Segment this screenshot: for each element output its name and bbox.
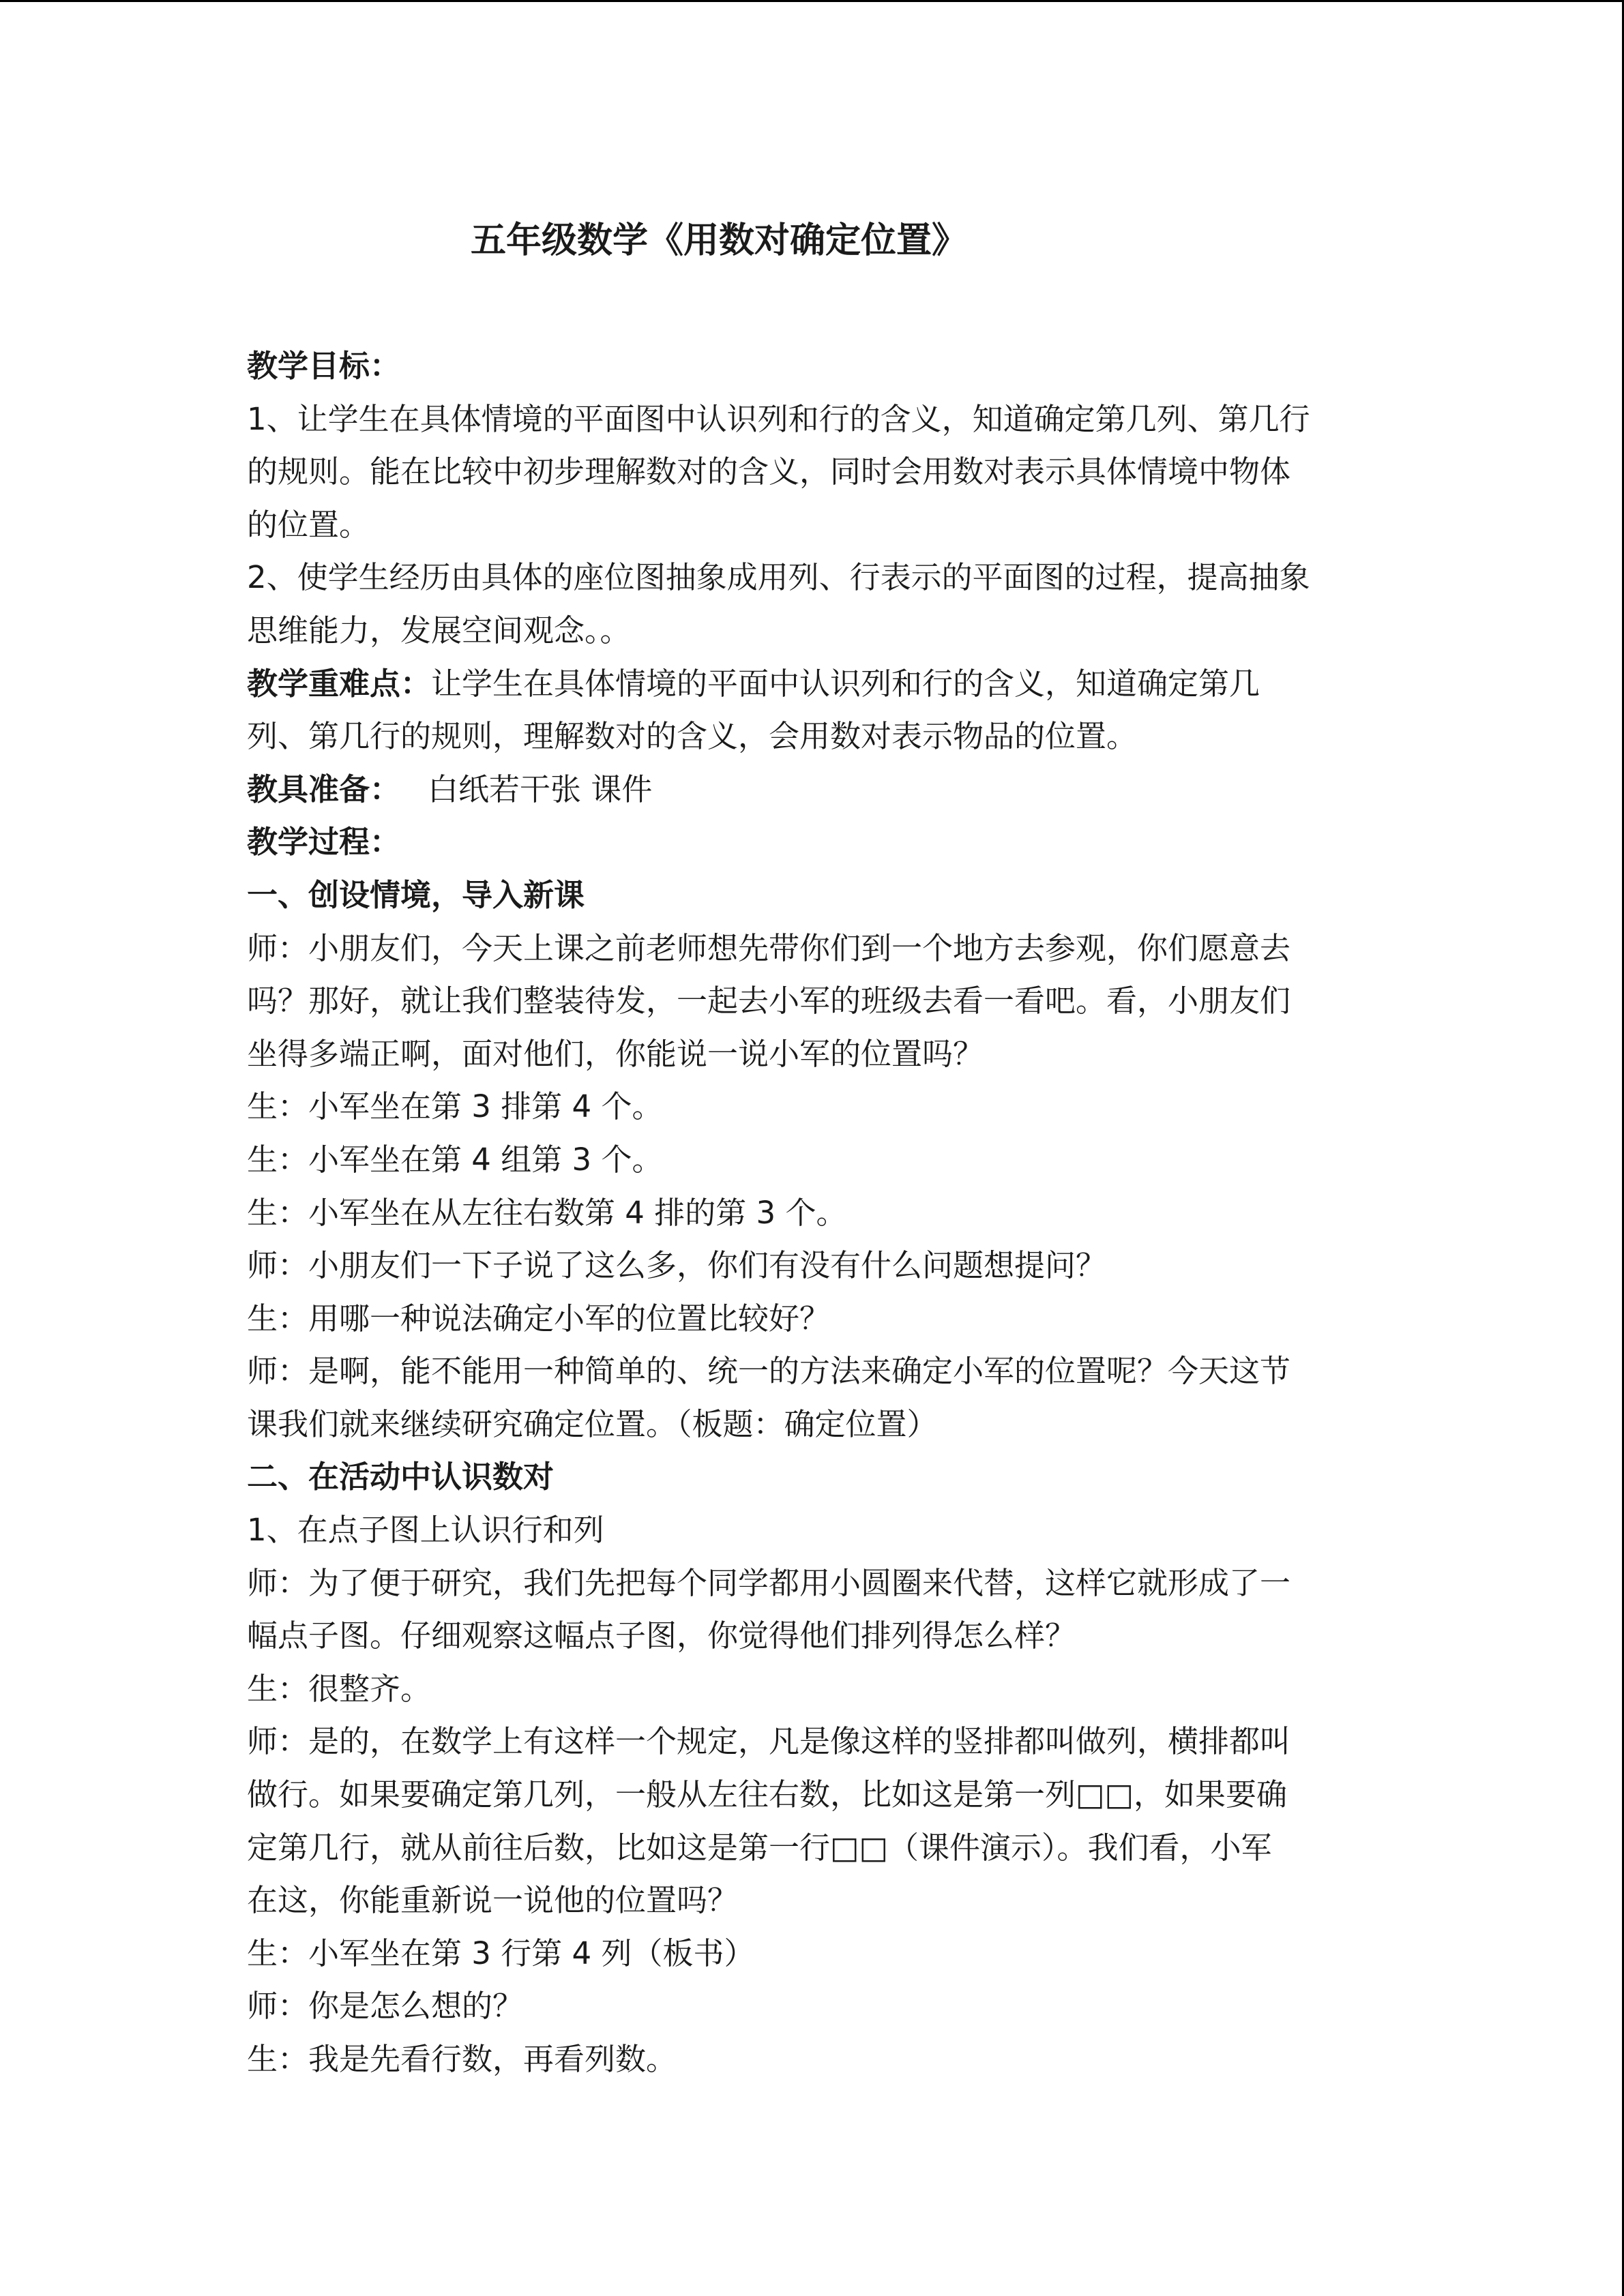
line-text: 师：为了便于研究，我们先把每个同学都用小圆圈来代替，这样它就形成了一: [247, 1564, 1291, 1601]
line-heading: 一、创设情境，导入新课: [247, 876, 585, 913]
page-border-top: [0, 0, 1624, 2]
line-heading: 教学目标：: [247, 348, 401, 384]
line-text: 让学生在具体情境的平面中认识列和行的含义，知道确定第几: [431, 665, 1260, 702]
text-line: [247, 393, 1379, 446]
line-text: 的位置。: [247, 506, 370, 543]
line-text: 生：很整齐。: [247, 1670, 432, 1707]
text-line: [247, 922, 1379, 975]
line-text: 生：小军坐在第 3 行第 4 列（板书）: [247, 1935, 755, 1971]
line-text: 生：小军坐在第 4 组第 3 个。: [247, 1141, 663, 1178]
text-line: [247, 1080, 1379, 1133]
text-line: [247, 657, 1379, 711]
text-line: [247, 498, 1379, 552]
line-text: 1、让学生在具体情境的平面图中认识列和行的含义，知道确定第几列、第几行: [247, 400, 1310, 437]
line-text: 生：用哪一种说法确定小军的位置比较好？: [247, 1300, 831, 1337]
line-text: 做行。如果要确定第几列，一般从左往右数，比如这是第一列□□，如果要确: [247, 1776, 1288, 1813]
text-line: [247, 1028, 1379, 1081]
line-heading: 二、在活动中认识数对: [247, 1459, 555, 1495]
text-line: [247, 1980, 1379, 2033]
line-text: 思维能力，发展空间观念。。: [247, 612, 631, 648]
text-line: [247, 1821, 1379, 1875]
line-text: 在这，你能重新说一说他的位置吗？: [247, 1882, 739, 1919]
line-text: 坐得多端正啊，面对他们，你能说一说小军的位置吗？: [247, 1035, 984, 1072]
line-heading: 教具准备：: [247, 771, 401, 807]
text-line: [247, 974, 1379, 1028]
line-text: 师：你是怎么想的？: [247, 1988, 524, 2025]
text-line: [247, 1450, 1379, 1504]
line-text: 2、使学生经历由具体的座位图抽象成用列、行表示的平面图的过程，提高抽象: [247, 559, 1310, 596]
line-text: 生：我是先看行数，再看列数。: [247, 2041, 677, 2077]
text-line: [247, 1663, 1379, 1716]
line-text: 吗？那好，就让我们整装待发，一起去小军的班级去看一看吧。看，小朋友们: [247, 983, 1291, 1019]
line-text: 师：是啊，能不能用一种简单的、统一的方法来确定小军的位置呢？今天这节: [247, 1353, 1291, 1390]
page-title: 五年级数学《用数对确定位置》: [471, 220, 968, 261]
text-line: [247, 1239, 1379, 1292]
line-text: 师：小朋友们，今天上课之前老师想先带你们到一个地方去参观，你们愿意去: [247, 929, 1291, 966]
text-line: [247, 1345, 1379, 1398]
text-line: [247, 710, 1379, 763]
text-line: [247, 604, 1379, 657]
line-text: 定第几行，就从前往后数，比如这是第一行□□（课件演示）。我们看，小军: [247, 1829, 1272, 1866]
text-line: [247, 1187, 1379, 1240]
text-line: [247, 1715, 1379, 1768]
text-line: [247, 2033, 1379, 2086]
line-text: 幅点子图。仔细观察这幅点子图，你觉得他们排列得怎么样？: [247, 1617, 1076, 1654]
text-line: [247, 763, 1379, 816]
line-text: 师：小朋友们一下子说了这么多，你们有没有什么问题想提问？: [247, 1247, 1107, 1284]
text-line: [247, 340, 1379, 393]
text-line: [247, 551, 1379, 604]
text-line: [247, 1768, 1379, 1821]
document-body: [247, 340, 1379, 2086]
text-line: [247, 869, 1379, 922]
line-heading: 教学重难点：: [247, 665, 432, 702]
text-line: [247, 1133, 1379, 1187]
line-text: 生：小军坐在从左往右数第 4 排的第 3 个。: [247, 1194, 847, 1231]
line-text: 课我们就来继续研究确定位置。（板题：确定位置）: [247, 1405, 938, 1442]
text-line: [247, 1927, 1379, 1980]
text-line: [247, 816, 1379, 869]
line-text: 列、第几行的规则，理解数对的含义，会用数对表示物品的位置。: [247, 718, 1138, 755]
text-line: [247, 445, 1379, 498]
text-line: [247, 1504, 1379, 1557]
line-text: 生：小军坐在第 3 排第 4 个。: [247, 1088, 663, 1125]
text-line: [247, 1292, 1379, 1345]
line-text: 1、在点子图上认识行和列: [247, 1512, 604, 1549]
text-line: [247, 1398, 1379, 1451]
line-text: 师：是的，在数学上有这样一个规定，凡是像这样的竖排都叫做列，横排都叫: [247, 1723, 1291, 1760]
line-text: 白纸若干张 课件: [428, 771, 653, 807]
line-heading: 教学过程：: [247, 824, 401, 861]
text-line: [247, 1557, 1379, 1610]
text-line: [247, 1874, 1379, 1927]
text-line: [247, 1609, 1379, 1663]
line-text: 的规则。能在比较中初步理解数对的含义，同时会用数对表示具体情境中物体: [247, 453, 1291, 490]
